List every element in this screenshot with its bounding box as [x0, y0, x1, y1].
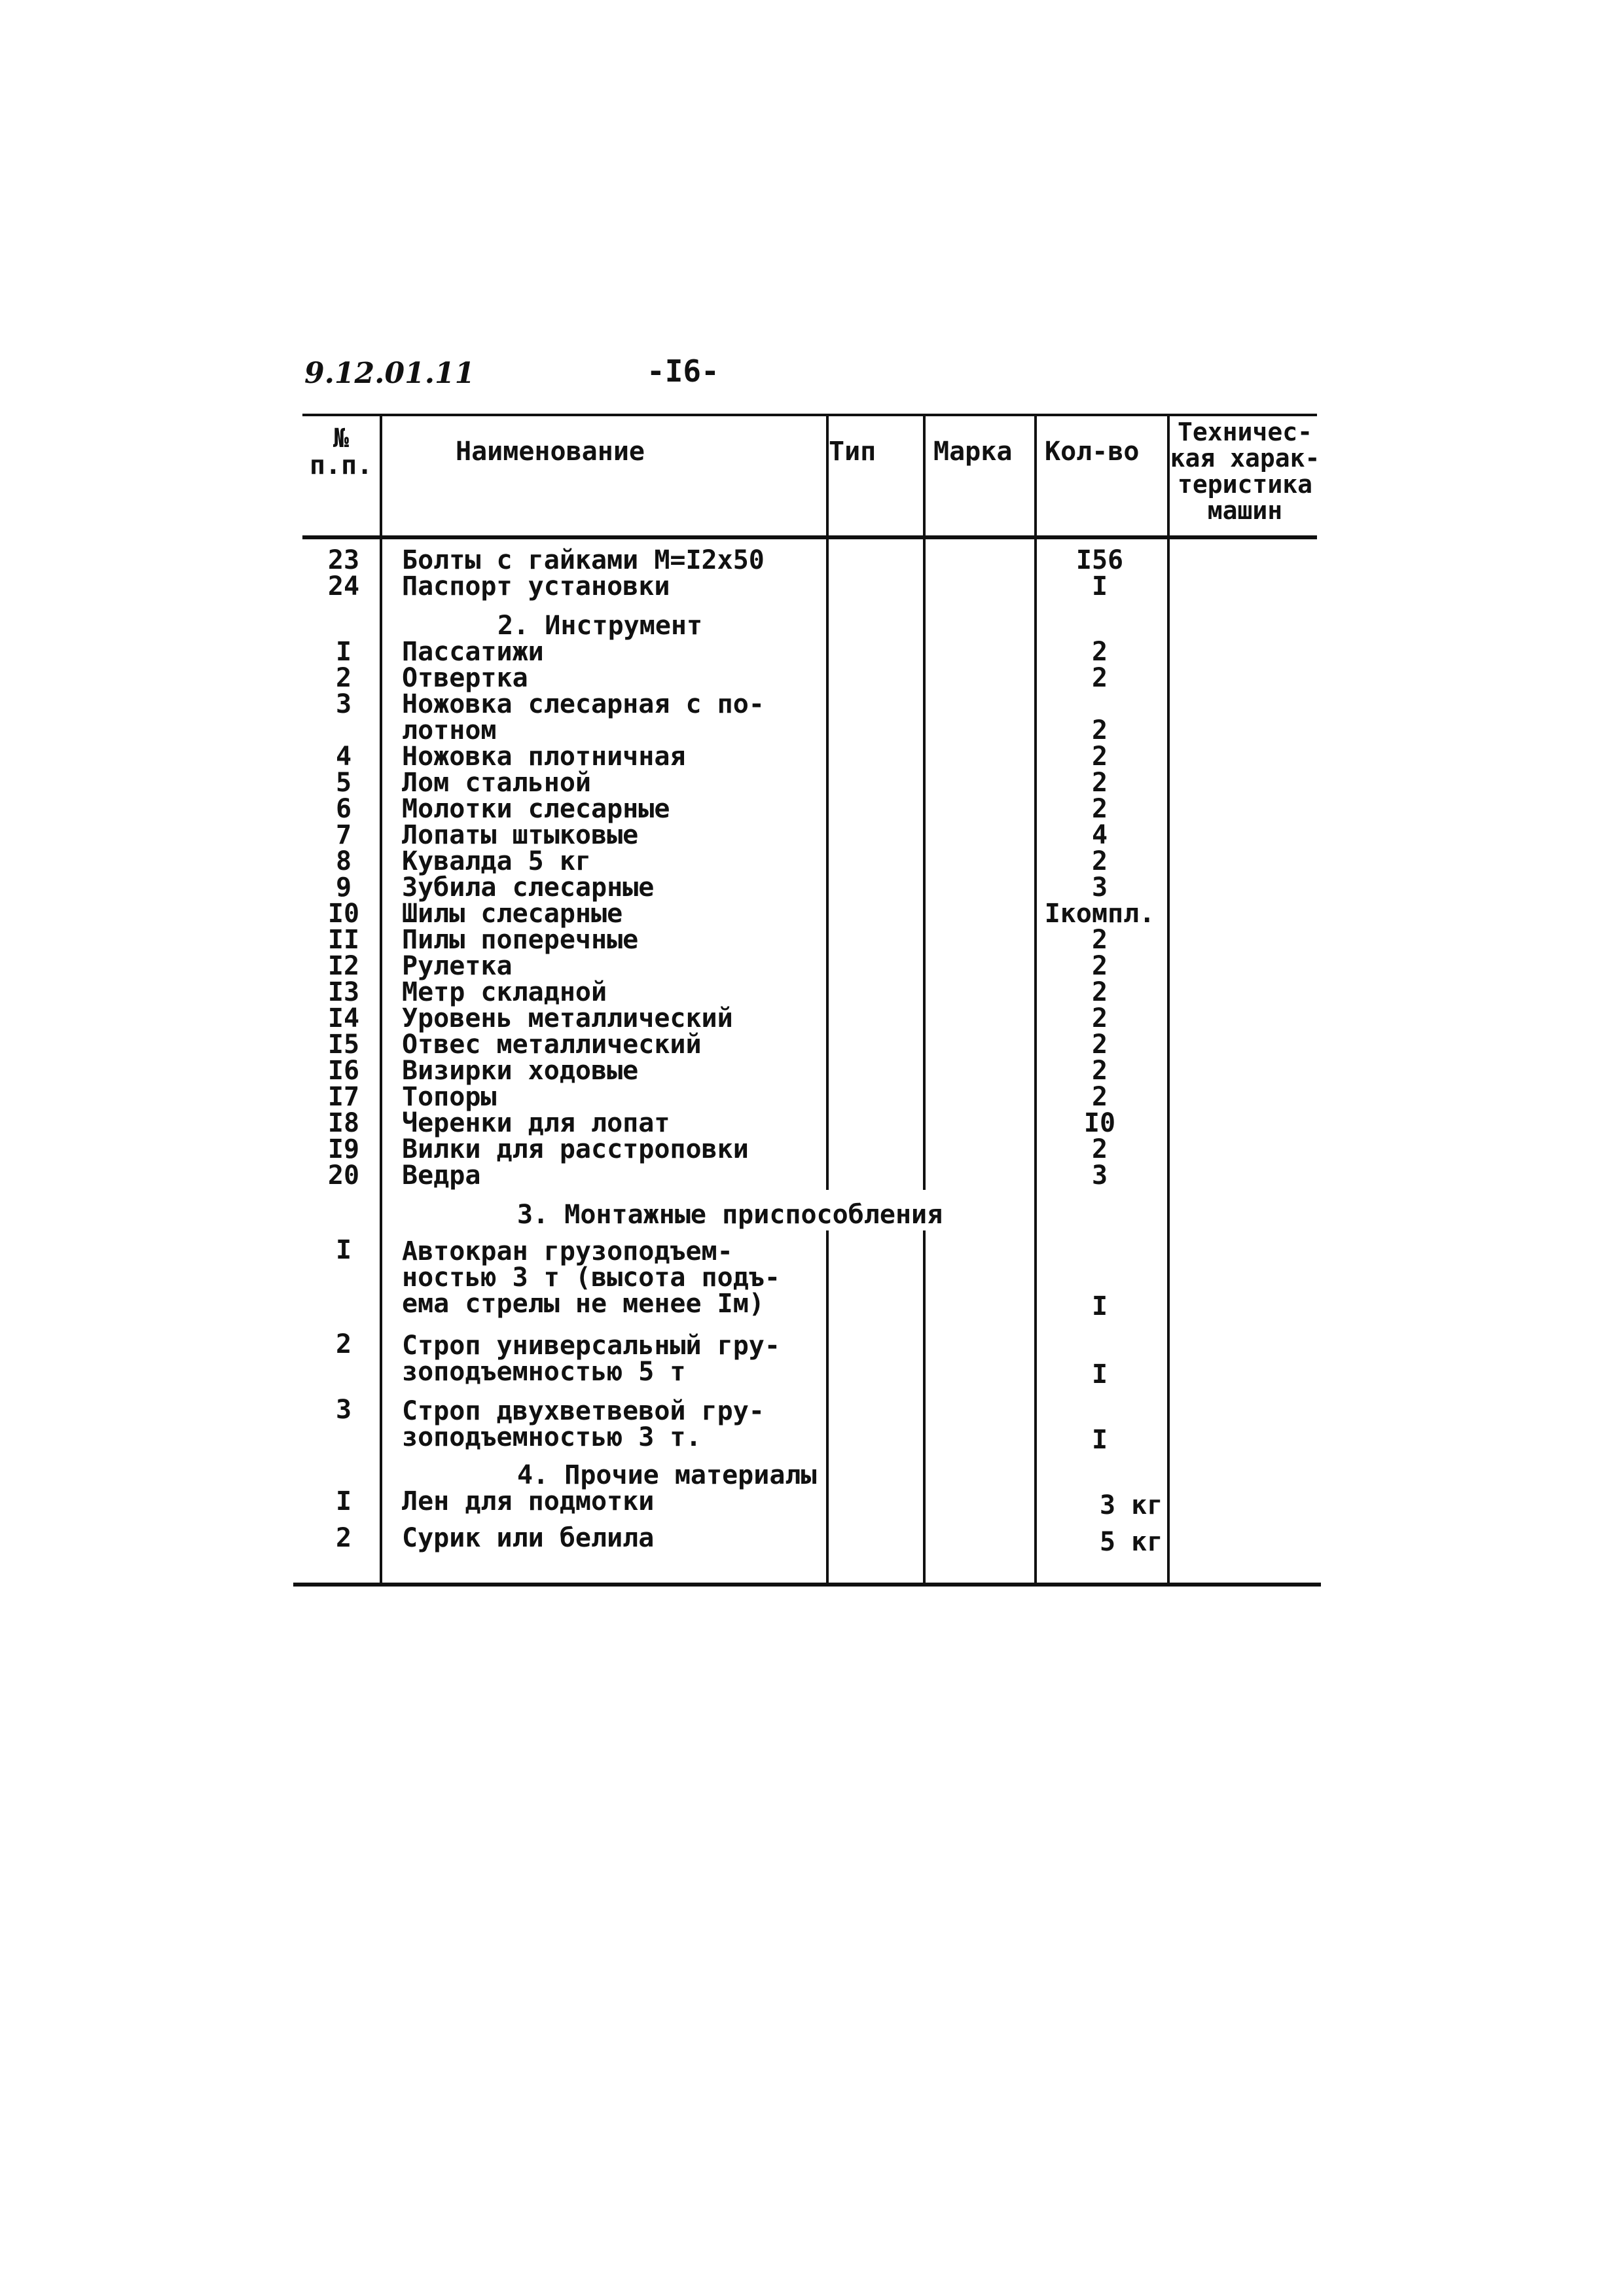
row-name-line: Автокран грузоподъем-	[402, 1236, 733, 1266]
row-qty: 2	[1091, 715, 1108, 745]
row-name-line: ема стрелы не менее Iм)	[402, 1289, 765, 1319]
row-name: Пассатижи	[402, 637, 544, 667]
row-name: Отвес металлический	[402, 1030, 702, 1060]
row-name: Вилки для расстроповки	[402, 1134, 749, 1164]
row-name: Ножовка слесарная с по-	[402, 689, 765, 719]
row-number: 6	[335, 794, 352, 824]
col-divider-5	[1167, 414, 1170, 1584]
row-qty: 3	[1091, 1160, 1108, 1191]
row-name-line: зоподъемностью 3 т.	[402, 1422, 702, 1452]
row-number: 9	[335, 872, 352, 903]
row-name: Уровень металлический	[402, 1003, 733, 1033]
col-header-type: Тип	[829, 437, 876, 467]
row-number: I7	[327, 1082, 360, 1112]
row-name: Черенки для лопат	[402, 1108, 670, 1138]
row-number: 24	[327, 571, 360, 601]
row-qty: 2	[1091, 925, 1108, 955]
table-top-rule	[302, 414, 1317, 416]
col-divider-1	[380, 414, 382, 1584]
row-name: Метр складной	[402, 977, 607, 1007]
row-name: Рулетка	[402, 951, 513, 981]
row-number: II	[327, 925, 360, 955]
row-name: Ведра	[402, 1160, 481, 1191]
row-number: I9	[327, 1134, 360, 1164]
row-number: I3	[327, 977, 360, 1007]
row-name: Зубила слесарные	[402, 872, 655, 903]
section-title: 2. Инструмент	[497, 611, 703, 641]
row-qty: 2	[1091, 1003, 1108, 1033]
row-number: 8	[335, 846, 352, 876]
col-divider-2b	[826, 1230, 829, 1584]
row-name-line: Строп универсальный гру-	[402, 1331, 780, 1361]
row-name: Топоры	[402, 1082, 497, 1112]
section-title: 3. Монтажные приспособления	[517, 1200, 943, 1230]
row-qty: 2	[1091, 637, 1108, 667]
row-name: Пилы поперечные	[402, 925, 639, 955]
row-name: лотном	[402, 715, 497, 745]
row-qty: 2	[1091, 846, 1108, 876]
row-name: Лен для подмотки	[402, 1486, 655, 1516]
col-header-name: Наименование	[456, 437, 645, 467]
row-name-line: ностью 3 т (высота подъ-	[402, 1263, 780, 1293]
row-qty: 2	[1091, 1082, 1108, 1112]
row-qty: 2	[1091, 663, 1108, 693]
row-name: Визирки ходовые	[402, 1056, 639, 1086]
row-number: I4	[327, 1003, 360, 1033]
row-name: Шилы слесарные	[402, 899, 623, 929]
row-number: I5	[327, 1030, 360, 1060]
row-name: Кувалда 5 кг	[402, 846, 591, 876]
row-qty: 4	[1091, 820, 1108, 850]
row-name: Ножовка плотничная	[402, 742, 686, 772]
row-qty: 3 кг	[1100, 1490, 1163, 1520]
row-qty: 2	[1091, 768, 1108, 798]
row-number: 3	[335, 689, 352, 719]
row-qty: 2	[1091, 1056, 1108, 1086]
row-qty: 2	[1091, 951, 1108, 981]
row-number: 4	[335, 742, 352, 772]
row-name-line: Строп двухветвевой гру-	[402, 1396, 765, 1426]
col-divider-2	[826, 414, 829, 1190]
row-number: I	[335, 637, 352, 667]
row-qty: 5 кг	[1100, 1527, 1163, 1557]
row-qty: 2	[1091, 1134, 1108, 1164]
row-qty: Iкомпл.	[1044, 899, 1155, 929]
col-header-qty: Кол-во	[1045, 437, 1140, 467]
row-number: 2	[335, 1523, 352, 1553]
row-name: Лопаты штыковые	[402, 820, 639, 850]
row-name: Лом стальной	[402, 768, 591, 798]
col-header-tech: Техничес- кая харак- теристика машин	[1170, 418, 1320, 525]
row-number: I2	[327, 951, 360, 981]
row-number: 2	[335, 1329, 352, 1359]
row-qty: 3	[1091, 872, 1108, 903]
row-number: I6	[327, 1056, 360, 1086]
row-name: Болты с гайками М=I2х50	[402, 545, 765, 575]
row-number: 2	[335, 663, 352, 693]
row-qty: 2	[1091, 1030, 1108, 1060]
row-name: Отвертка	[402, 663, 528, 693]
col-divider-3b	[923, 1230, 926, 1584]
row-name: Молотки слесарные	[402, 794, 670, 824]
row-number: 7	[335, 820, 352, 850]
row-qty: I56	[1075, 545, 1124, 575]
row-number: 23	[327, 545, 360, 575]
row-number: I	[335, 1486, 352, 1516]
row-qty: I	[1091, 1425, 1108, 1455]
section-title: 4. Прочие материалы	[517, 1460, 817, 1490]
row-name-line: зоподъемностью 5 т	[402, 1357, 686, 1387]
row-qty: 2	[1091, 794, 1108, 824]
row-qty: 2	[1091, 977, 1108, 1007]
row-number: 5	[335, 768, 352, 798]
row-name: Сурик или белила	[402, 1523, 655, 1553]
col-header-num: № п.п.	[309, 423, 373, 480]
row-qty: I	[1091, 1291, 1108, 1321]
row-qty: 2	[1091, 742, 1108, 772]
col-header-brand: Марка	[933, 437, 1013, 467]
row-qty: I	[1091, 571, 1108, 601]
row-number: 3	[335, 1395, 352, 1425]
row-number: I8	[327, 1108, 360, 1138]
row-qty: I	[1091, 1359, 1108, 1390]
col-divider-3	[923, 414, 926, 1190]
row-qty: I0	[1083, 1108, 1116, 1138]
row-number: I	[335, 1235, 352, 1265]
row-name: Паспорт установки	[402, 571, 670, 601]
page-number: -I6-	[647, 353, 719, 389]
document-code: 9.12.01.11	[304, 357, 475, 390]
row-number: I0	[327, 899, 360, 929]
row-number: 20	[327, 1160, 360, 1191]
header-bottom-rule	[302, 535, 1317, 539]
